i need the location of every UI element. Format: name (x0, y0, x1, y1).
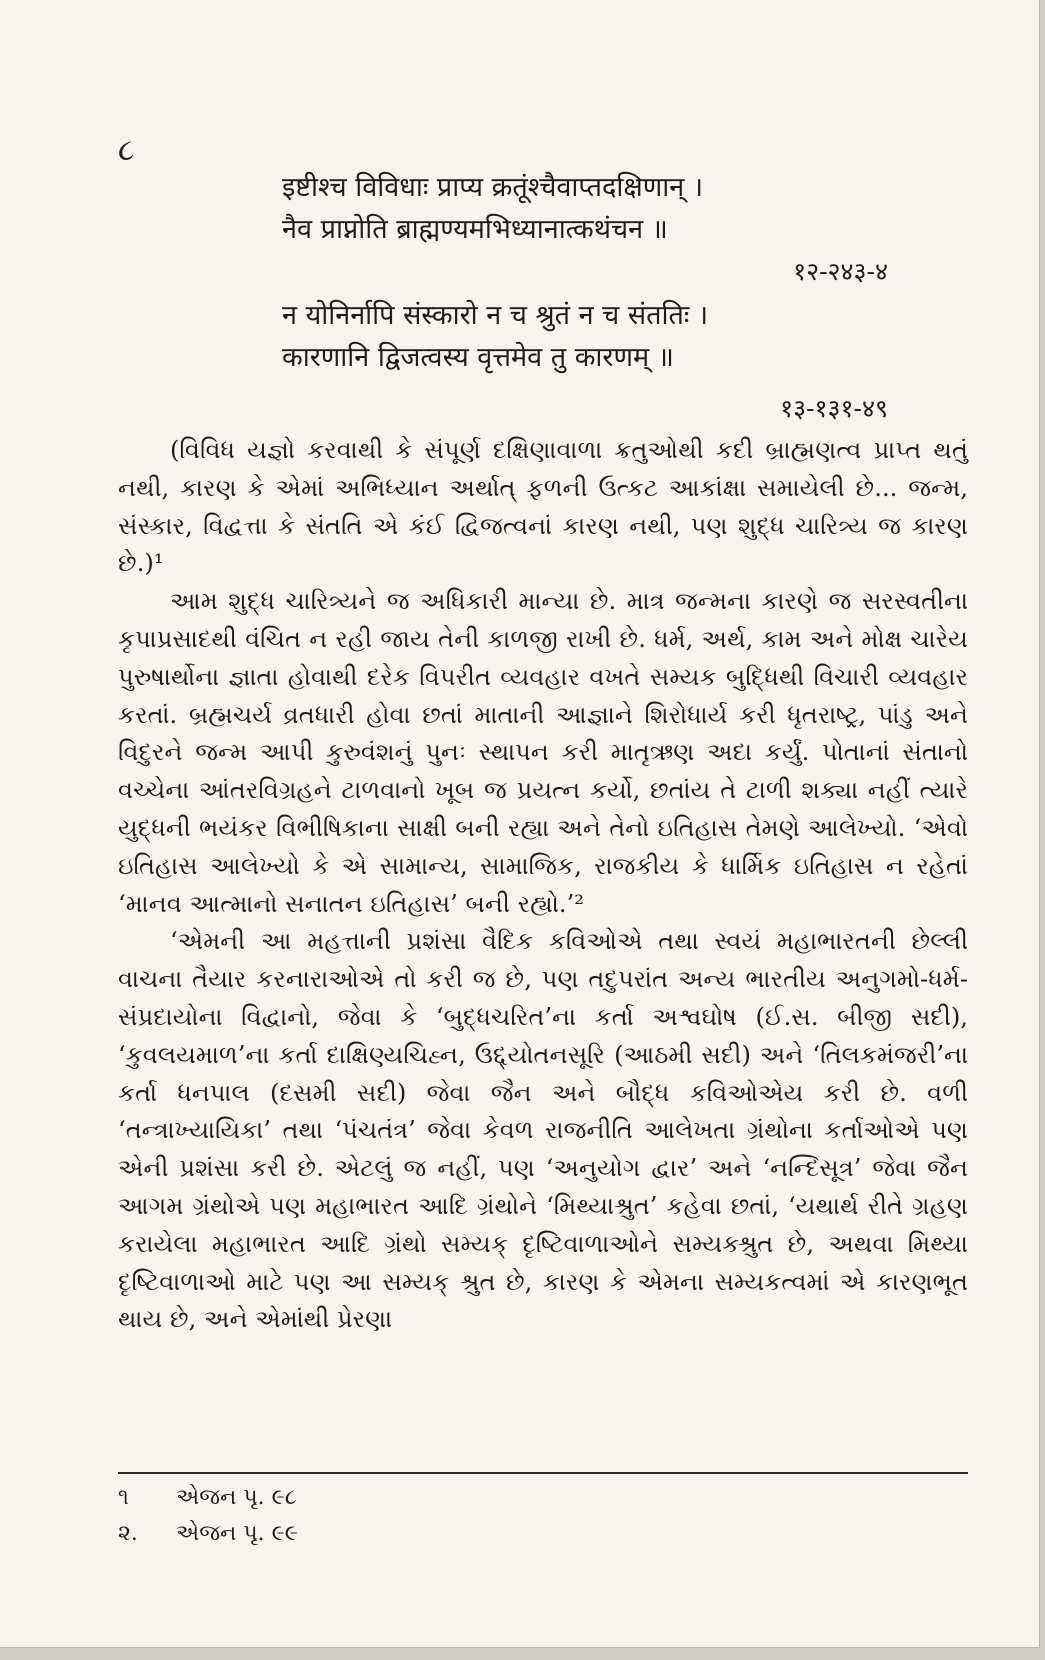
verse-line: कारणानि द्विजत्वस्य वृत्तमेव तु कारणम् ॥ (282, 342, 674, 373)
footnote-text: એજન પૃ. ૯૯ (176, 1521, 298, 1546)
verse-reference: १३-१३१-४९ (780, 394, 888, 423)
footnote (118, 1480, 298, 1516)
footnote-number: ૨. (118, 1521, 138, 1546)
verse-line: न योनिर्नापि संस्कारो न च श्रुतं न च संततिः । (282, 300, 709, 331)
paragraph: આમ શુદ્ધ ચારિત્ર્યને જ અધિકારી માન્યા છે. માત્ર જન્મના કારણે જ સરસ્વતીના કૃપાપ્રસાદથી વંચિત ન રહી જાય તેની કાળજી રાખી છે. ધર્મ, અર્થ, કામ અને મોક્ષ ચારેય પુરુષાર્થોના જ્ઞાતા હોવાથી દરેક વિપરીત વ્યવહાર વખતે સમ્યક બુદ્ધિથી વિચારી વ્યવહાર કરતાં. બ્રહ્મચર્ય વ્રતધારી હોવા છતાં માતાની આજ્ઞાને શિરોધાર્ય કરી ધૃતરાષ્ટ્ર, પાંડુ અને વિદુરને જન્મ આપી કુરુવંશનું પુનઃ સ્થાપન કરી માતૃઋણ અદા કર્યું. પોતાનાં સંતાનો વચ્ચેના આંતરવિગ્રહને ટાળવાનો ખૂબ જ પ્રયત્ન કર્યો, છતાંય તે ટાળી શક્યા નહીં ત્યારે યુદ્ધની ભયંકર વિભીષિકાના સાક્ષી બની રહ્યા અને તેનો ઇતિહાસ તેમણે આલેખ્યો. ‘એવો ઇતિહાસ આલેખ્યો કે એ સામાન્ય, સામાજિક, રાજકીય કે ધાર્મિક ઇતિહાસ ન રહેતાં ‘માનવ આત્માનો સનાતન ઇતિહાસ’ બની રહ્યો.’² (118, 587, 968, 918)
footnote (118, 1516, 298, 1552)
paragraph-translation: (વિવિધ યજ્ઞો કરવાથી કે સંપૂર્ણ દક્ષિણાવાળા ક્રતુઓથી કદી બ્રાહ્મણત્વ પ્રાપ્ત થતું નથી, કારણ કે એમાં અભિધ્યાન અર્થાત્ ફળની ઉત્કટ આકાંક્ષા સમાયેલી છે... જન્મ, સંસ્કાર, વિદ્વત્તા કે સંતતિ એ કંઈ દ્વિજત્વનાં કારણ નથી, પણ શુદ્ધ ચારિત્ર્ય જ કારણ છે.)¹ (118, 436, 968, 578)
body-text (118, 432, 968, 1339)
page-number: ૮ (118, 133, 135, 168)
footnote-number: ૧ (118, 1485, 129, 1510)
footnote-text: એજન પૃ. ૯૮ (176, 1485, 297, 1510)
verse-line: इष्टीश्च विविधाः प्राप्य क्रतूंश्चैवाप्तदक्षिणान् । (282, 172, 704, 203)
paragraph: ‘એમની આ મહત્તાની પ્રશંસા વૈદિક કવિઓએ તથા સ્વયં મહાભારતની છેલ્લી વાચના તૈયાર કરનારાઓએ તો કરી જ છે, પણ તદુપરાંત અન્ય ભારતીય અનુગમો-ધર્મ-સંપ્રદાયોના વિદ્વાનો, જેવા કે ‘બુદ્ધચરિત’ના કર્તા અશ્વઘોષ (ઈ.સ. બીજી સદી), ‘કુવલયમાળ’ના કર્તા દાક્ષિણ્યચિહ્ન, ઉદ્દ્યોતનસૂરિ (આઠમી સદી) અને ‘તિલકમંજરી’ના કર્તા ધનપાલ (દસમી સદી) જેવા જૈન અને બૌદ્ધ કવિઓએય કરી છે. વળી ‘તન્ત્રાખ્યાયિકા’ તથા ‘પંચતંત્ર’ જેવા કેવળ રાજનીતિ આલેખતા ગ્રંથોના કર્તાઓએ પણ એની પ્રશંસા કરી છે. એટલું જ નહીં, પણ ‘અનુયોગ દ્વાર’ અને ‘નન્દિસૂત્ર’ જેવા જૈન આગમ ગ્રંથોએ પણ મહાભારત આદિ ગ્રંથોને ‘મિથ્યાશ્રુત’ કહેવા છતાં, ‘યથાર્થ રીતે ગ્રહણ કરાયેલા મહાભારત આદિ ગ્રંથો સમ્યક્ દૃષ્ટિવાળાઓને સમ્યક્શ્રુત છે, અથવા મિથ્યા દૃષ્ટિવાળાઓ માટે પણ આ સમ્યક્ શ્રુત છે, કારણ કે એમના સમ્યકત્વમાં એ કારણભૂત થાય છે, અને એમાંથી પ્રેરણા (118, 927, 968, 1334)
footnotes (118, 1480, 298, 1552)
footnote-divider (118, 1472, 968, 1474)
verse-reference: १२-२४३-४ (793, 257, 888, 286)
verse-line: नैव प्राप्नोति ब्राह्मण्यमभिध्यानात्कथंचन ॥ (282, 214, 668, 245)
